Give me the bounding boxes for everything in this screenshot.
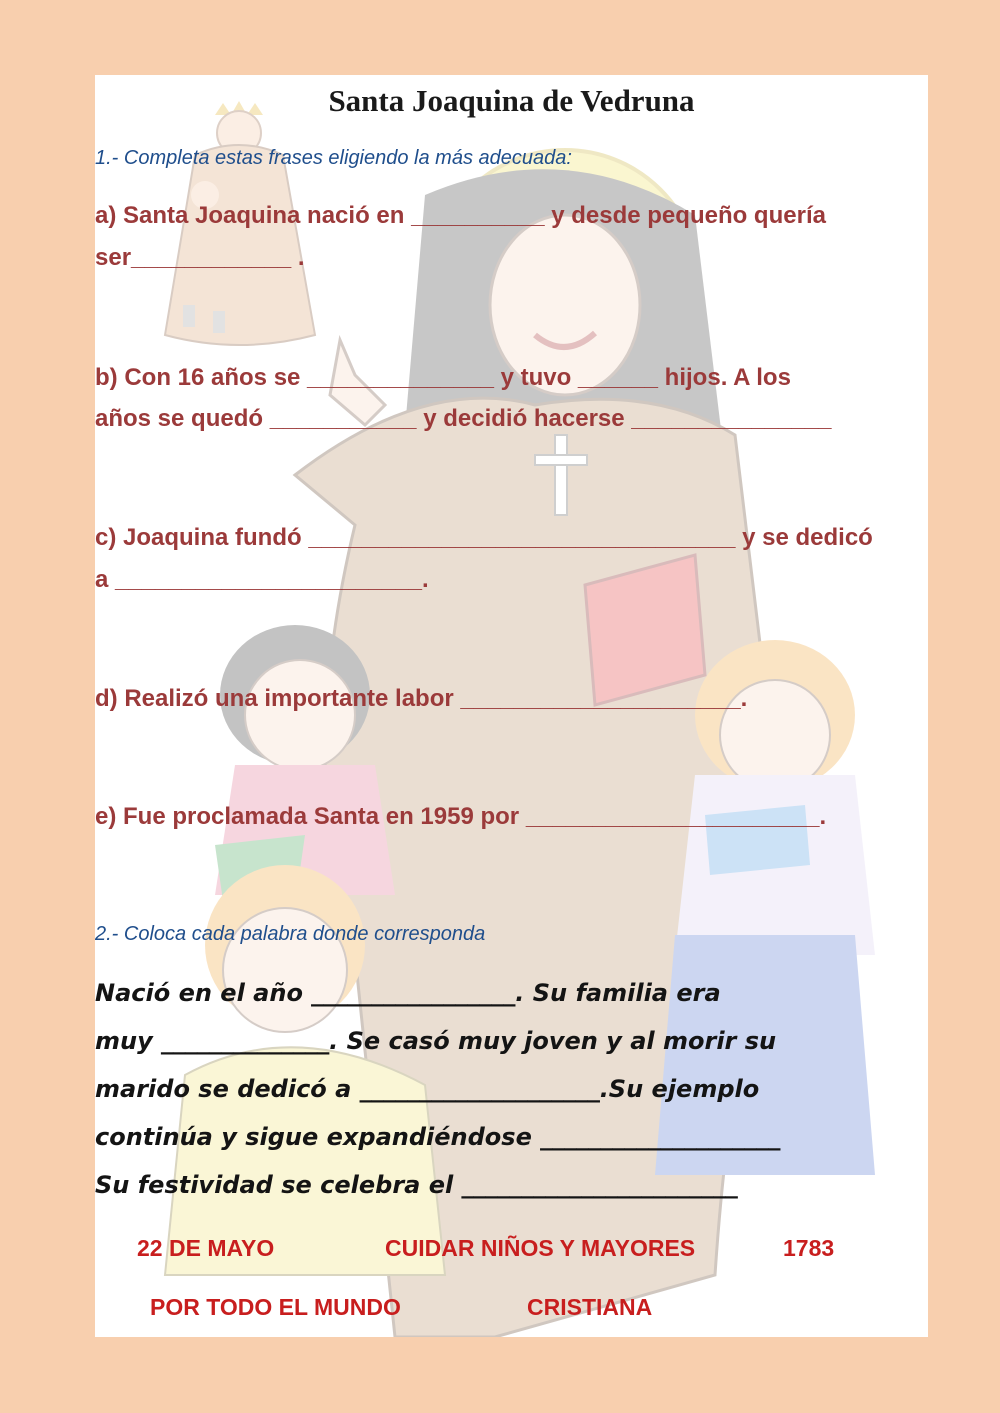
story-line-2: muy ______________. Se casó muy joven y al morir su (95, 1027, 777, 1055)
word-bank-item: 1783 (783, 1235, 835, 1261)
word-bank-item: CRISTIANA (527, 1294, 653, 1320)
question-e: e) Fue proclamada Santa en 1959 por ______________________. (95, 803, 827, 830)
question-c-line2: a _______________________. (95, 566, 429, 593)
question-b-line1: b) Con 16 años se ______________ y tuvo ______ hijos. A los (95, 364, 791, 391)
story-line-5: Su festividad se celebra el _______________________ (95, 1171, 738, 1199)
section2-instruction: 2.- Coloca cada palabra donde corresponda (95, 923, 486, 945)
story-line-4: continúa y sigue expandiéndose ____________________ (95, 1123, 781, 1151)
question-c-line1: c) Joaquina fundó ________________________________ y se dedicó (95, 524, 873, 551)
question-a-line2: ser____________ . (95, 244, 305, 271)
story-line-3: marido se dedicó a ____________________.Su ejemplo (95, 1075, 760, 1103)
word-bank-item: 22 DE MAYO (137, 1235, 275, 1261)
worksheet-page (95, 75, 928, 1337)
question-b-line2: años se quedó ___________ y decidió hacerse _______________ (95, 405, 832, 432)
story-line-1: Nació en el año _________________. Su familia era (95, 979, 721, 1007)
question-a-line1: a) Santa Joaquina nació en __________ y desde pequeño quería (95, 202, 826, 229)
word-bank-item: CUIDAR NIÑOS Y MAYORES (385, 1235, 696, 1261)
word-bank-item: POR TODO EL MUNDO (150, 1294, 401, 1320)
page-title: Santa Joaquina de Vedruna (328, 83, 695, 118)
section1-instruction: 1.- Completa estas frases eligiendo la más adecuada: (95, 147, 572, 169)
question-d: d) Realizó una importante labor _____________________. (95, 685, 748, 712)
